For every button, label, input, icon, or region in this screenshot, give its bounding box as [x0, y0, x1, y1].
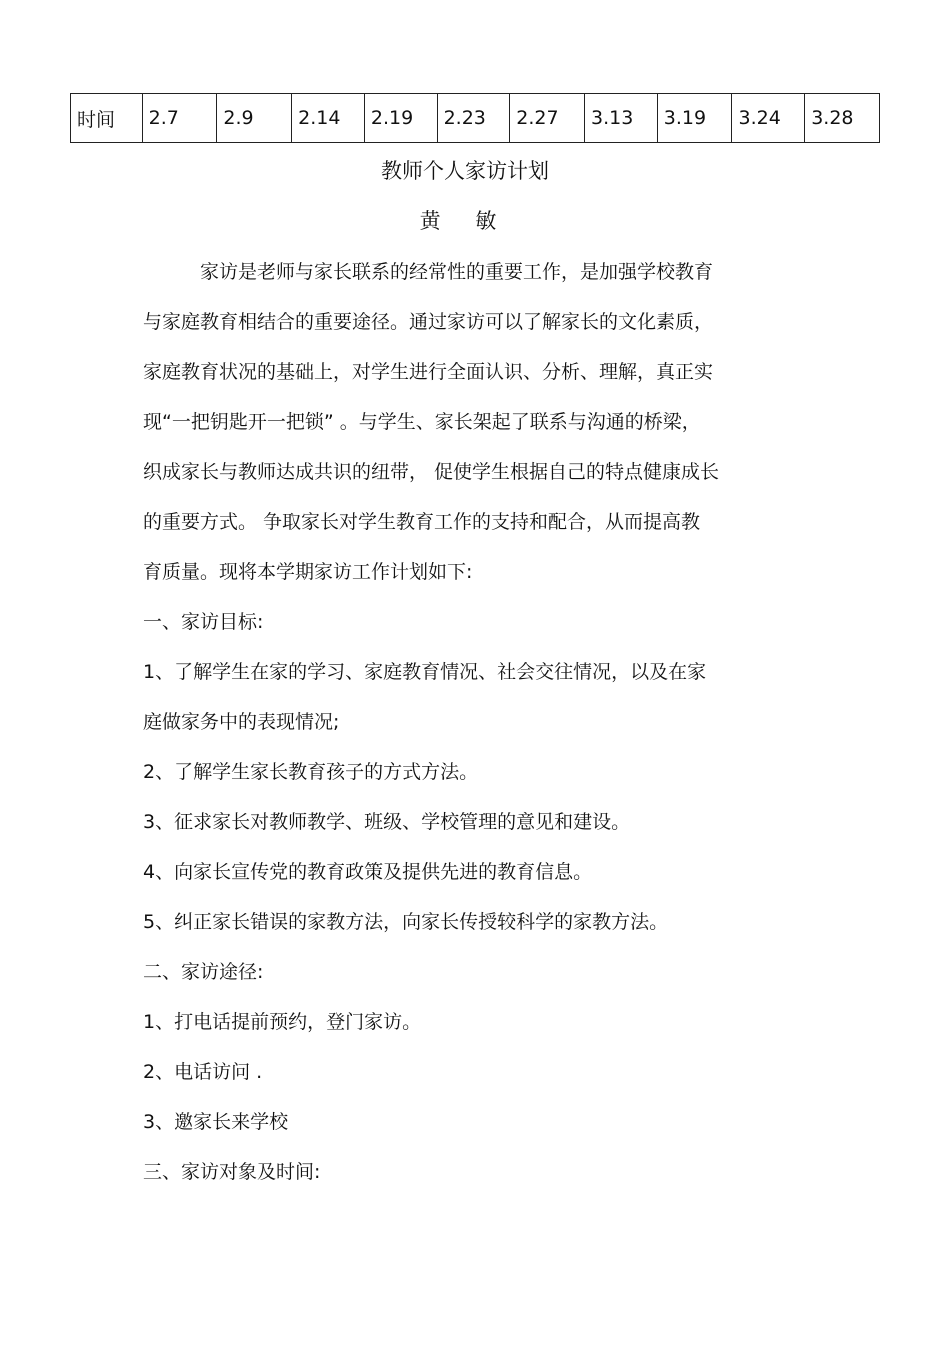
paragraph-line: 与家庭教育相结合的重要途径。通过家访可以了解家长的文化素质，	[143, 311, 714, 333]
table-cell: 3.24	[732, 94, 805, 143]
paragraph-line: 育质量。现将本学期家访工作计划如下:	[143, 561, 473, 583]
paragraph-line: 现“一把钥匙开一把锁” 。与学生、家长架起了联系与沟通的桥梁，	[143, 411, 701, 433]
paragraph-line: 的重要方式。 争取家长对学生教育工作的支持和配合，从而提高教	[143, 511, 701, 533]
list-item-continuation: 庭做家务中的表现情况;	[143, 711, 340, 733]
section-heading: 一、家访目标:	[143, 611, 264, 633]
list-item: 2、了解学生家长教育孩子的方式方法。	[143, 761, 479, 783]
list-item: 3、邀家长来学校	[143, 1111, 289, 1133]
table-cell: 2.27	[510, 94, 585, 143]
paragraph-line: 织成家长与教师达成共识的纽带， 促使学生根据自己的特点健康成长	[143, 461, 720, 483]
list-item: 1、了解学生在家的学习、家庭教育情况、社会交往情况，以及在家	[143, 661, 707, 683]
section-heading: 三、家访对象及时间:	[143, 1161, 321, 1183]
paragraph-line: 家访是老师与家长联系的经常性的重要工作，是加强学校教育	[143, 261, 714, 283]
visit-schedule-table	[70, 93, 880, 143]
list-item: 3、征求家长对教师教学、班级、学校管理的意见和建设。	[143, 811, 631, 833]
table-cell: 2.9	[217, 94, 292, 143]
table-cell: 3.19	[657, 94, 732, 143]
paragraph-line: 家庭教育状况的基础上，对学生进行全面认识、分析、理解，真正实	[143, 361, 714, 383]
list-item: 5、纠正家长错误的家教方法，向家长传授较科学的家教方法。	[143, 911, 669, 933]
table-header-cell: 时间	[71, 94, 143, 143]
section-heading: 二、家访途径:	[143, 961, 264, 983]
table-row	[71, 94, 880, 143]
list-item: 4、向家长宣传党的教育政策及提供先进的教育信息。	[143, 861, 593, 883]
table-cell: 3.13	[585, 94, 658, 143]
document-author: 黄 敏	[419, 209, 511, 233]
table-cell: 2.19	[364, 94, 437, 143]
table-cell: 2.7	[142, 94, 217, 143]
table-cell: 2.14	[292, 94, 365, 143]
document-title: 教师个人家访计划	[381, 159, 549, 183]
list-item: 1、打电话提前预约，登门家访。	[143, 1011, 422, 1033]
table-cell: 3.28	[805, 94, 880, 143]
list-item: 2、电话访问 .	[143, 1061, 263, 1083]
table-cell: 2.23	[437, 94, 510, 143]
